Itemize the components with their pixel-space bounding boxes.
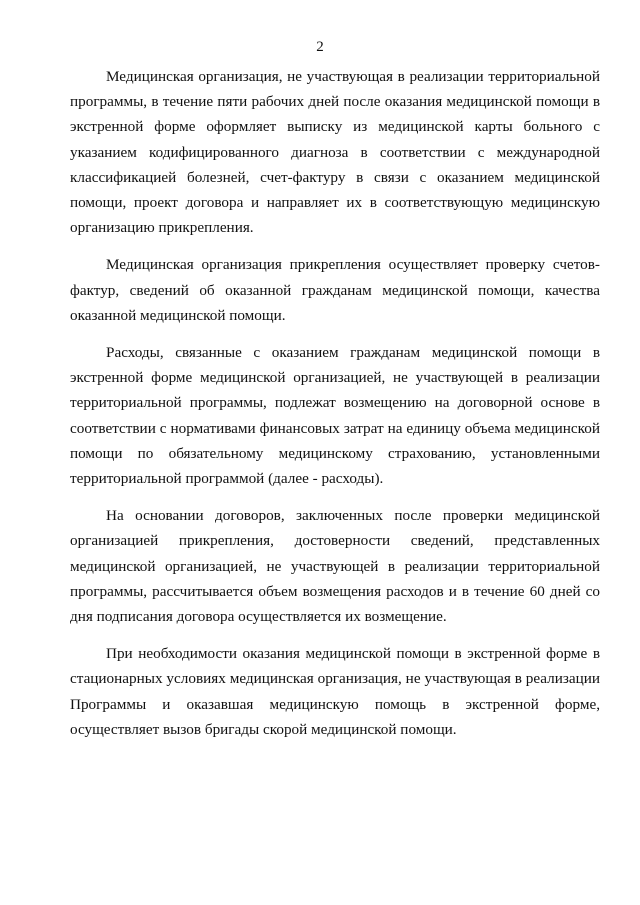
page-number: 2: [316, 39, 324, 55]
paragraph-3: Расходы, связанные с оказанием гражданам медицинской помощи в экстренной форме медицинской организацией, не участвующей в реализации территориальной программы, подлежат возмещению на договорной основе в соответствии с нормативами финансовых затрат на единицу объема медицинской помощи по обязательному медицинскому страхованию, установленными территориальной программой (далее - расходы).: [70, 344, 600, 488]
paragraph-2: Медицинская организация прикрепления осуществляет проверку счетов-фактур, сведений об оказанной гражданам медицинской помощи, качества оказанной медицинской помощи.: [70, 256, 600, 324]
paragraph-1: Медицинская организация, не участвующая в реализации территориальной программы, в течение пяти рабочих дней после оказания медицинской помощи в экстренной форме оформляет выписку из медицинской карты больного с указанием кодифицированного диагноза в соответствии с международной классификацией болезней, счет-фактуру в связи с оказанием медицинской помощи, проект договора и направляет их в соответствующую медицинскую организацию прикрепления.: [70, 68, 600, 237]
paragraph-4: На основании договоров, заключенных после проверки медицинской организацией прикрепления, достоверности сведений, представленных медицинской организацией, не участвующей в реализации территориальной программы, рассчитывается объем возмещения расходов и в течение 60 дней со дня подписания договора осуществляется их возмещение.: [70, 507, 600, 626]
document-body: [70, 64, 600, 754]
paragraph-5: При необходимости оказания медицинской помощи в экстренной форме в стационарных условиях медицинская организация, не участвующая в реализации Программы и оказавшая медицинскую помощь в экстренной форме, осуществляет вызов бригады скорой медицинской помощи.: [70, 645, 600, 738]
